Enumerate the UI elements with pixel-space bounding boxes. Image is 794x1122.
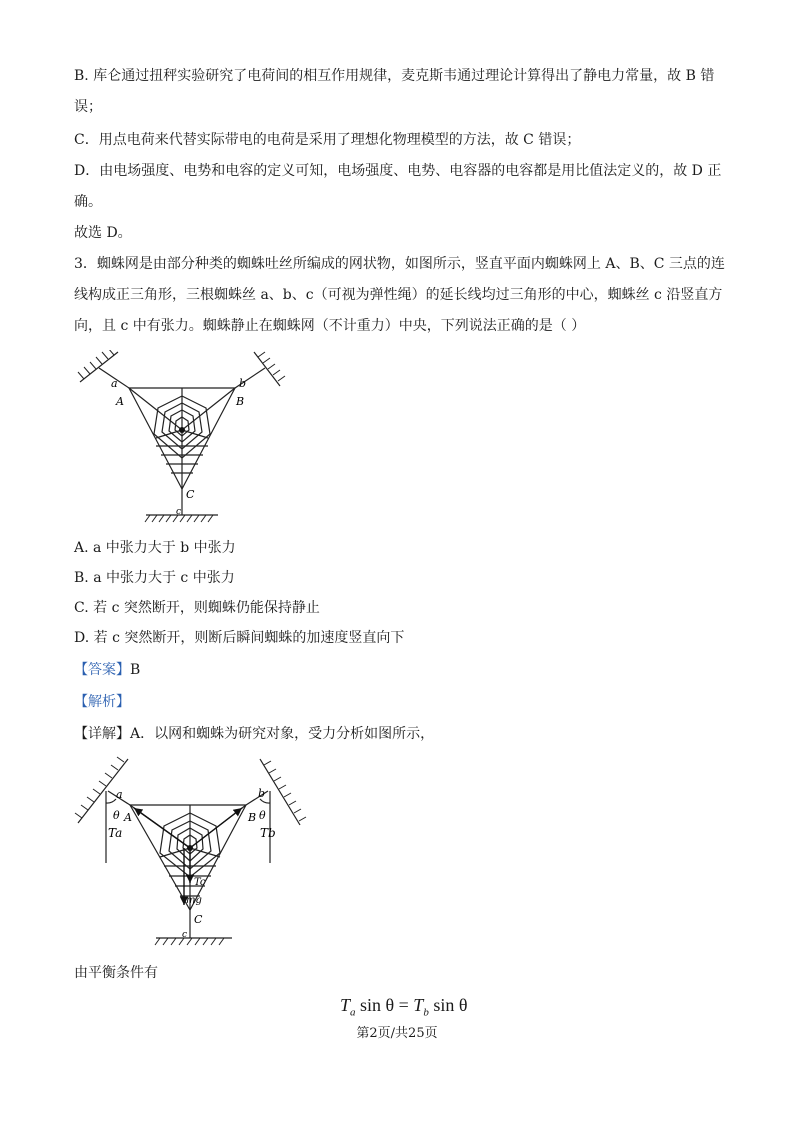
force-analysis-figure [72, 755, 312, 950]
formula-sub-a: a [350, 1006, 356, 1019]
answer-line [74, 660, 140, 680]
option-c: C. 若 c 突然断开，则蜘蛛仍能保持静止 [74, 600, 320, 616]
label-c: c [182, 930, 188, 940]
question-3-line3: 向，且 c 中有张力。蜘蛛静止在蜘蛛网（不计重力）中央，下列说法正确的是（ ） [74, 318, 586, 334]
option-a: A. a 中张力大于 b 中张力 [74, 540, 236, 556]
option-b-explanation-line2: 误； [74, 99, 102, 115]
label-B: B [248, 811, 257, 824]
formula-T2: T [413, 995, 424, 1015]
option-d-explanation-line2: 确。 [74, 194, 102, 210]
label-b: b [258, 787, 266, 800]
detail-tag: 【详解】 [74, 726, 130, 742]
option-d: D. 若 c 突然断开，则断后瞬间蜘蛛的加速度竖直向下 [74, 630, 405, 646]
answer-tag: 【答案】 [74, 662, 130, 678]
spider-web-figure [72, 350, 292, 525]
label-b: b [239, 377, 247, 390]
label-mg: mg [186, 895, 202, 906]
label-Ta: Ta [108, 826, 123, 840]
analysis-tag: 【解析】 [74, 694, 130, 710]
answer-value: B [130, 662, 141, 678]
label-C: C [186, 488, 195, 501]
label-B: B [236, 395, 245, 408]
detail-text: A．以网和蜘蛛为研究对象，受力分析如图所示， [130, 726, 435, 742]
conclusion: 故选 D。 [74, 225, 132, 241]
label-a: a [116, 788, 123, 801]
option-b-explanation-line1: B. 库仑通过扭秤实验研究了电荷间的相互作用规律，麦克斯韦通过理论计算得出了静电力常量，故 B 错 [74, 68, 715, 84]
option-d-explanation-line1: D．由电场强度、电势和电容的定义可知，电场强度、电势、电容器的电容都是用比值法定义的，故 D 正 [74, 163, 722, 179]
label-a: a [111, 377, 118, 390]
label-c: c [176, 507, 182, 517]
question-3-line2: 线构成正三角形，三根蜘蛛丝 a、b、c（可视为弹性绳）的延长线均过三角形的中心，蜘蛛丝 c 沿竖直方 [74, 287, 723, 303]
label-A: A [124, 811, 132, 824]
theta-right: θ [259, 809, 266, 822]
label-C: C [194, 913, 203, 926]
formula-sub-b: b [423, 1006, 429, 1019]
page-footer: 第2页/共25页 [356, 1026, 438, 1041]
formula-sin1: sin θ = [355, 995, 414, 1015]
label-Tc: Tc [194, 877, 206, 888]
label-Tb: Tb [260, 826, 276, 840]
option-c-explanation: C．用点电荷来代替实际带电的电荷是采用了理想化物理模型的方法，故 C 错误； [74, 132, 581, 148]
option-b: B. a 中张力大于 c 中张力 [74, 570, 235, 586]
detail-line [74, 724, 434, 744]
label-A: A [116, 395, 124, 408]
question-3-line1: 3．蜘蛛网是由部分种类的蜘蛛吐丝所编成的网状物，如图所示，竖直平面内蜘蛛网上 A、B、C 三点的连 [74, 256, 725, 272]
theta-left: θ [113, 809, 120, 822]
formula-sin2: sin θ [428, 995, 468, 1015]
formula-T1: T [340, 995, 351, 1015]
balance-condition-text: 由平衡条件有 [74, 965, 158, 981]
balance-formula [340, 995, 467, 1019]
